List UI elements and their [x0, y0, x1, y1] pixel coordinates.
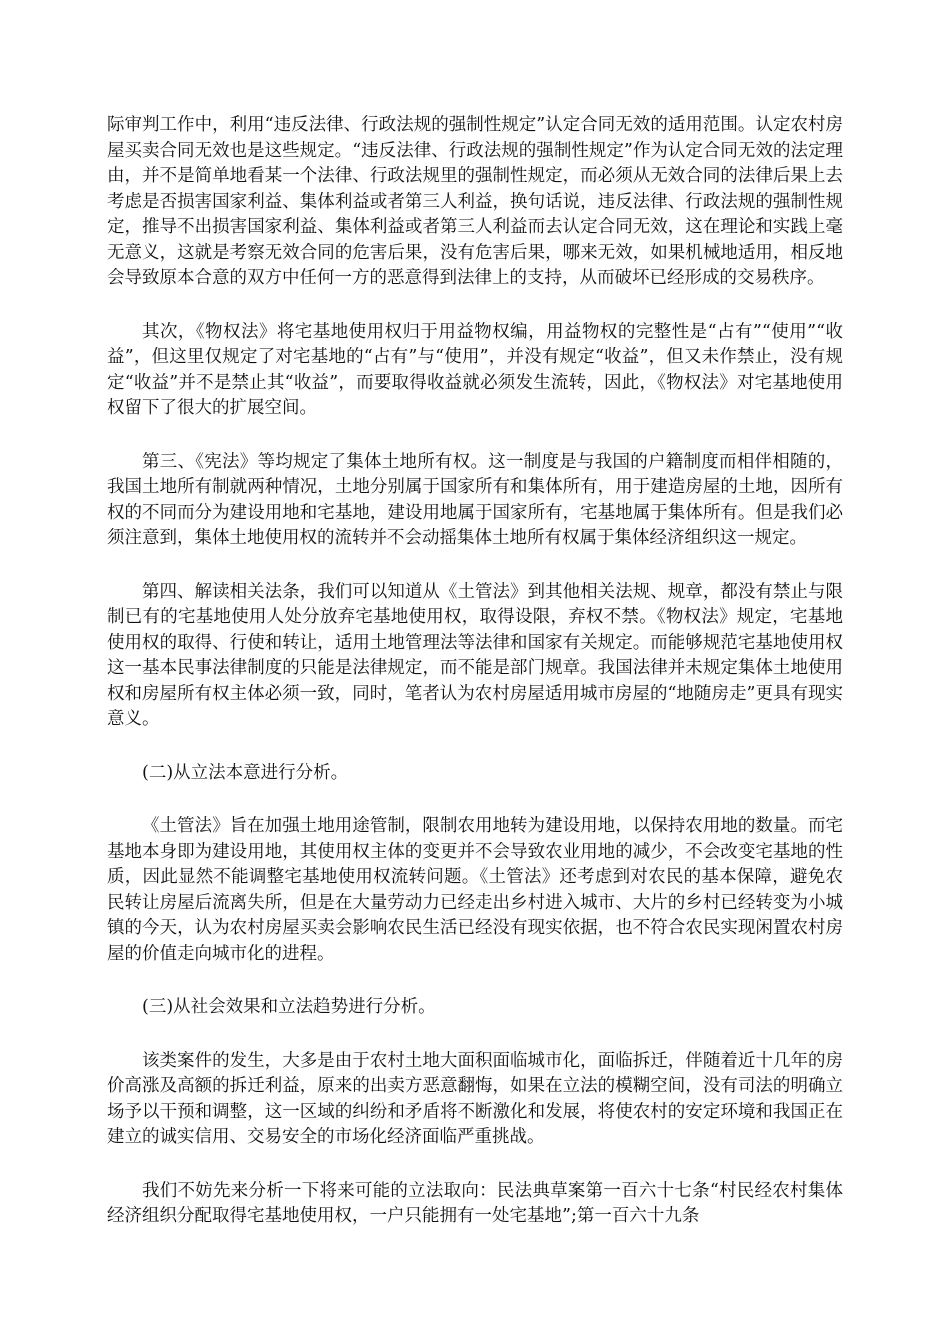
- paragraph-future-legislation: 我们不妨先来分析一下将来可能的立法取向：民法典草案第一百六十七条“村民经农村集体经济组织分配取得宅基地使用权，一户只能拥有一处宅基地”;第一百六十九条: [107, 1180, 843, 1226]
- section-heading-legislative-intent: (二)从立法本意进行分析。: [142, 762, 349, 783]
- paragraph-land-management-law: 《土管法》旨在加强土地用途管制，限制农用地转为建设用地，以保持农用地的数量。而宅基地本身即为建设用地，其使用权主体的变更并不会导致农业用地的减少，不会改变宅基地的性质，因此显然不能调整宅基地使用权流转问题。《土管法》还考虑到对农民的基本保障，避免农民转让房屋后流离失所，但是在大量劳动力已经走出乡村进入城市、大片的乡村已经转变为小城镇的今天，认为农村房屋买卖会影响农民生活已经没有现实依据，也不符合农民实现闲置农村房屋的价值走向城市化的进程。: [107, 816, 843, 964]
- paragraph-related-laws: 第四、解读相关法条，我们可以知道从《土管法》到其他相关法规、规章，都没有禁止与限制已有的宅基地使用人处分放弃宅基地使用权，取得设限，弃权不禁。《物权法》规定，宅基地使用权的取得、行使和转让，适用土地管理法等法律和国家有关规定。而能够规范宅基地使用权这一基本民事法律制度的只能是法律规定，而不能是部门规章。我国法律并未规定集体土地使用权和房屋所有权主体必须一致，同时，笔者认为农村房屋适用城市房屋的“地随房走”更具有现实意义。: [107, 581, 843, 729]
- paragraph-constitution: 第三、《宪法》等均规定了集体土地所有权。这一制度是与我国的户籍制度而相伴相随的，我国土地所有制就两种情况，土地分别属于国家所有和集体所有，用于建造房屋的土地，因所有权的不同而分为建设用地和宅基地，建设用地属于国家所有，宅基地属于集体所有。但是我们必须注意到，集体土地使用权的流转并不会动摇集体土地所有权属于集体经济组织这一规定。: [107, 451, 843, 548]
- section-heading-social-effect: (三)从社会效果和立法趋势进行分析。: [142, 997, 436, 1017]
- paragraph-contract-invalidity: 际审判工作中，利用“违反法律、行政法规的强制性规定”认定合同无效的适用范围。认定农村房屋买卖合同无效也是这些规定。“违反法律、行政法规的强制性规定”作为认定合同无效的法定理由，并不是简单地看某一个法律、行政法规里的强制性规定，而必须从无效合同的法律后果上去考虑是否损害国家利益、集体利益或者第三人利益，换句话说，违反法律、行政法规的强制性规定，推导不出损害国家利益、集体利益或者第三人利益而去认定合同无效，这在理论和实践上毫无意义，这就是考察无效合同的危害后果，没有危害后果，哪来无效，如果机械地适用，相反地会导致原本合意的双方中任何一方的恶意得到法律上的支持，从而破坏已经形成的交易秩序。: [107, 115, 843, 288]
- document-page: [107, 113, 843, 1258]
- paragraph-case-causes: 该类案件的发生，大多是由于农村土地大面积面临城市化，面临拆迁，伴随着近十几年的房价高涨及高额的拆迁利益，原来的出卖方恶意翻悔，如果在立法的模糊空间，没有司法的明确立场予以干预和调整，这一区域的纠纷和矛盾将不断激化和发展，将使农村的安定环境和我国正在建立的诚实信用、交易安全的市场化经济面临严重挑战。: [107, 1050, 843, 1147]
- paragraph-property-law: 其次，《物权法》将宅基地使用权归于用益物权编，用益物权的完整性是“占有”“使用”“收益”，但这里仅规定了对宅基地的“占有”与“使用”，并没有规定“收益”，但又未作禁止，没有规定“收益”并不是禁止其“收益”，而要取得收益就必须发生流转，因此，《物权法》对宅基地使用权留下了很大的扩展空间。: [107, 321, 843, 418]
